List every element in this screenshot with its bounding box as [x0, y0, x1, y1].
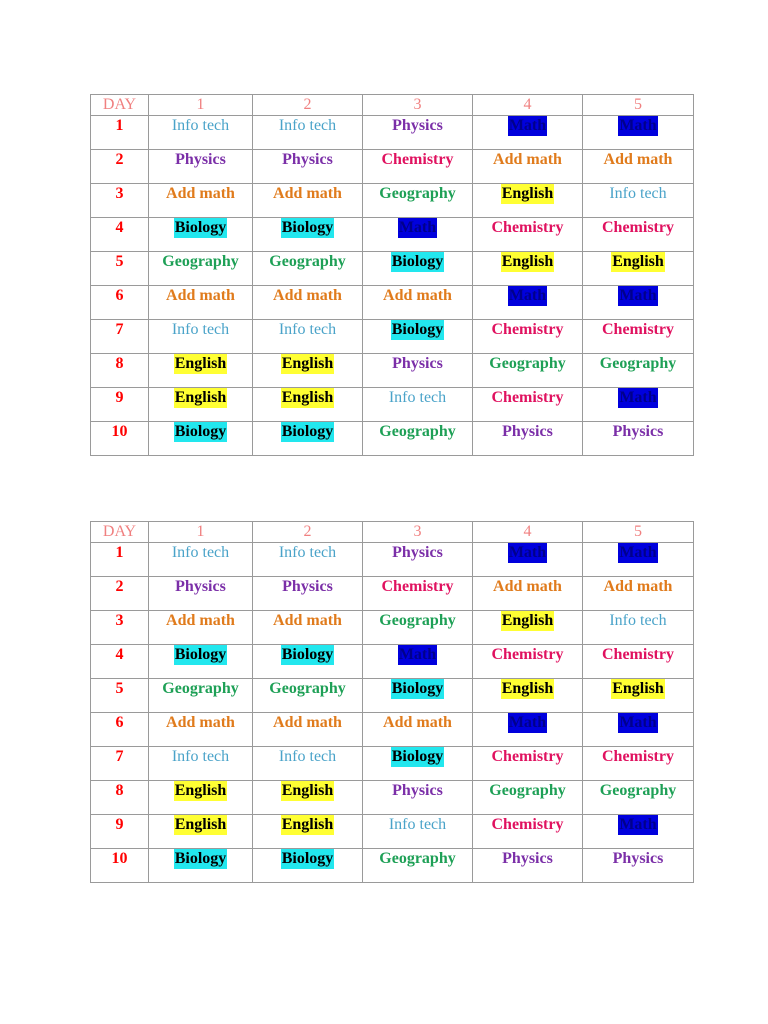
table-cell [253, 252, 363, 286]
subject-geography: Geography [162, 253, 239, 270]
subject-physics: Physics [175, 578, 226, 595]
row-number: 1 [91, 543, 149, 577]
subject-physics: Physics [502, 850, 553, 867]
table-cell [253, 286, 363, 320]
timetable-2 [90, 521, 694, 883]
table-cell [253, 577, 363, 611]
subject-chemistry: Chemistry [602, 646, 674, 663]
table-cell [253, 320, 363, 354]
table-cell [253, 815, 363, 849]
subject-english: English [612, 253, 664, 270]
header-col-1: 1 [149, 95, 253, 116]
table-cell [473, 218, 583, 252]
header-col-5: 5 [583, 522, 694, 543]
table-cell [473, 815, 583, 849]
table-cell [583, 611, 694, 645]
table-cell [253, 849, 363, 883]
subject-info-tech: Info tech [609, 612, 667, 629]
subject-info-tech: Info tech [278, 117, 337, 134]
row-number: 3 [91, 184, 149, 218]
table-cell [363, 815, 473, 849]
subject-math: Math [508, 117, 547, 134]
table-cell [149, 679, 253, 713]
table-cell [253, 422, 363, 456]
table-cell [253, 388, 363, 422]
table-row [91, 679, 694, 713]
table-cell [583, 679, 694, 713]
subject-biology: Biology [391, 253, 444, 270]
table-cell [583, 577, 694, 611]
table-cell [253, 184, 363, 218]
table-cell [583, 116, 694, 150]
subject-physics: Physics [392, 544, 443, 561]
table-cell [253, 354, 363, 388]
table-cell [149, 781, 253, 815]
subject-physics: Physics [392, 355, 443, 372]
header-row [91, 522, 694, 543]
table-cell [149, 815, 253, 849]
subject-math: Math [619, 816, 657, 833]
subject-chemistry: Chemistry [602, 219, 674, 236]
subject-info-tech: Info tech [278, 544, 337, 561]
table-cell [583, 781, 694, 815]
subject-chemistry: Chemistry [491, 816, 564, 833]
subject-info-tech: Info tech [278, 748, 337, 765]
table-row [91, 645, 694, 679]
subject-chemistry: Chemistry [602, 748, 674, 765]
row-number: 3 [91, 611, 149, 645]
table-cell [363, 713, 473, 747]
table-cell [363, 679, 473, 713]
table-cell [363, 849, 473, 883]
subject-physics: Physics [282, 578, 333, 595]
subject-geography: Geography [489, 782, 566, 799]
table-row [91, 577, 694, 611]
subject-physics: Physics [612, 850, 664, 867]
subject-geography: Geography [379, 423, 456, 440]
subject-math: Math [619, 287, 657, 304]
subject-add-math: Add math [603, 151, 673, 168]
header-col-3: 3 [363, 95, 473, 116]
table-row [91, 747, 694, 781]
table-cell [253, 781, 363, 815]
subject-english: English [174, 782, 227, 799]
row-number: 7 [91, 320, 149, 354]
subject-english: English [501, 612, 554, 629]
subject-english: English [174, 355, 227, 372]
table-cell [583, 815, 694, 849]
subject-info-tech: Info tech [278, 321, 337, 338]
table-cell [473, 422, 583, 456]
subject-math: Math [508, 287, 547, 304]
table-cell [583, 184, 694, 218]
subject-add-math: Add math [166, 287, 235, 304]
table-cell [473, 679, 583, 713]
header-col-4: 4 [473, 95, 583, 116]
header-row [91, 95, 694, 116]
subject-add-math: Add math [166, 714, 235, 731]
table-cell [363, 116, 473, 150]
table-cell [583, 849, 694, 883]
table-row [91, 252, 694, 286]
subject-add-math: Add math [166, 185, 235, 202]
subject-biology: Biology [281, 850, 334, 867]
subject-physics: Physics [175, 151, 226, 168]
table-cell [473, 543, 583, 577]
table-cell [583, 320, 694, 354]
subject-add-math: Add math [603, 578, 673, 595]
table-cell [149, 150, 253, 184]
table-row [91, 815, 694, 849]
subject-chemistry: Chemistry [491, 219, 564, 236]
subject-math: Math [508, 714, 547, 731]
table-cell [149, 611, 253, 645]
table-cell [149, 286, 253, 320]
table-cell [473, 354, 583, 388]
subject-info-tech: Info tech [171, 117, 230, 134]
table-cell [149, 747, 253, 781]
subject-biology: Biology [174, 219, 227, 236]
table-row [91, 543, 694, 577]
table-cell [473, 388, 583, 422]
subject-geography: Geography [269, 680, 346, 697]
subject-english: English [281, 389, 334, 406]
table-cell [363, 422, 473, 456]
row-number: 8 [91, 781, 149, 815]
row-number: 6 [91, 286, 149, 320]
subject-biology: Biology [174, 850, 227, 867]
subject-physics: Physics [282, 151, 333, 168]
subject-info-tech: Info tech [609, 185, 667, 202]
subject-add-math: Add math [383, 714, 452, 731]
subject-chemistry: Chemistry [491, 748, 564, 765]
table-row [91, 116, 694, 150]
subject-biology: Biology [391, 748, 444, 765]
table-cell [149, 354, 253, 388]
table-cell [363, 388, 473, 422]
subject-biology: Biology [281, 423, 334, 440]
table-cell [583, 388, 694, 422]
table-cell [583, 286, 694, 320]
table-cell [363, 611, 473, 645]
subject-add-math: Add math [166, 612, 235, 629]
table-cell [363, 150, 473, 184]
table-cell [583, 543, 694, 577]
table-row [91, 388, 694, 422]
subject-info-tech: Info tech [171, 544, 230, 561]
subject-add-math: Add math [493, 578, 562, 595]
table-cell [149, 116, 253, 150]
table-cell [363, 252, 473, 286]
table-cell [363, 218, 473, 252]
subject-geography: Geography [599, 782, 677, 799]
header-day: DAY [91, 95, 149, 116]
table-cell [473, 150, 583, 184]
table-cell [363, 184, 473, 218]
table-cell [253, 713, 363, 747]
table-row [91, 184, 694, 218]
table-cell [583, 218, 694, 252]
subject-geography: Geography [379, 850, 456, 867]
row-number: 9 [91, 815, 149, 849]
subject-add-math: Add math [273, 287, 342, 304]
subject-add-math: Add math [273, 714, 342, 731]
subject-add-math: Add math [383, 287, 452, 304]
table-cell [583, 645, 694, 679]
subject-geography: Geography [162, 680, 239, 697]
header-col-5: 5 [583, 95, 694, 116]
table-cell [363, 354, 473, 388]
row-number: 8 [91, 354, 149, 388]
table-cell [149, 388, 253, 422]
header-col-2: 2 [253, 522, 363, 543]
row-number: 2 [91, 150, 149, 184]
table-cell [363, 577, 473, 611]
subject-add-math: Add math [273, 185, 342, 202]
subject-english: English [281, 355, 334, 372]
subject-chemistry: Chemistry [381, 151, 454, 168]
table-cell [583, 747, 694, 781]
table-cell [363, 781, 473, 815]
table-body [91, 116, 694, 456]
table-cell [149, 252, 253, 286]
subject-english: English [281, 782, 334, 799]
table-cell [149, 422, 253, 456]
row-number: 5 [91, 679, 149, 713]
table-cell [473, 713, 583, 747]
subject-info-tech: Info tech [171, 321, 230, 338]
table-row [91, 286, 694, 320]
timetable-1 [90, 94, 694, 456]
table-row [91, 611, 694, 645]
table-row [91, 422, 694, 456]
row-number: 5 [91, 252, 149, 286]
table-row [91, 713, 694, 747]
table-cell [149, 218, 253, 252]
table-cell [149, 543, 253, 577]
row-number: 9 [91, 388, 149, 422]
subject-info-tech: Info tech [171, 748, 230, 765]
subject-chemistry: Chemistry [491, 646, 564, 663]
subject-math: Math [619, 389, 657, 406]
subject-chemistry: Chemistry [381, 578, 454, 595]
table-cell [149, 577, 253, 611]
table-row [91, 849, 694, 883]
table-cell [473, 781, 583, 815]
row-number: 2 [91, 577, 149, 611]
subject-math: Math [398, 219, 437, 236]
row-number: 10 [91, 849, 149, 883]
table-row [91, 218, 694, 252]
row-number: 1 [91, 116, 149, 150]
table-cell [149, 645, 253, 679]
subject-geography: Geography [379, 612, 456, 629]
header-col-4: 4 [473, 522, 583, 543]
table-cell [253, 543, 363, 577]
table-cell [583, 713, 694, 747]
table-row [91, 354, 694, 388]
table-cell [583, 354, 694, 388]
table-cell [149, 320, 253, 354]
subject-english: English [501, 680, 554, 697]
table-cell [473, 577, 583, 611]
table-cell [473, 252, 583, 286]
row-number: 10 [91, 422, 149, 456]
subject-physics: Physics [612, 423, 664, 440]
table-cell [149, 849, 253, 883]
table-cell [253, 645, 363, 679]
table-body [91, 543, 694, 883]
subject-biology: Biology [391, 321, 444, 338]
subject-math: Math [508, 544, 547, 561]
subject-geography: Geography [269, 253, 346, 270]
table-row [91, 781, 694, 815]
table-cell [583, 422, 694, 456]
table-cell [473, 286, 583, 320]
table-row [91, 320, 694, 354]
subject-math: Math [619, 117, 657, 134]
subject-physics: Physics [502, 423, 553, 440]
table-row [91, 150, 694, 184]
table-cell [363, 645, 473, 679]
subject-biology: Biology [174, 646, 227, 663]
subject-english: English [501, 253, 554, 270]
subject-biology: Biology [281, 646, 334, 663]
subject-english: English [281, 816, 334, 833]
subject-english: English [174, 389, 227, 406]
subject-chemistry: Chemistry [491, 321, 564, 338]
subject-add-math: Add math [493, 151, 562, 168]
row-number: 6 [91, 713, 149, 747]
subject-physics: Physics [392, 782, 443, 799]
table-cell [363, 747, 473, 781]
subject-add-math: Add math [273, 612, 342, 629]
subject-math: Math [398, 646, 437, 663]
header-col-3: 3 [363, 522, 473, 543]
table-cell [253, 150, 363, 184]
table-cell [363, 286, 473, 320]
table-cell [473, 645, 583, 679]
table-cell [253, 611, 363, 645]
table-cell [149, 713, 253, 747]
table-cell [473, 849, 583, 883]
subject-info-tech: Info tech [388, 816, 447, 833]
header-day: DAY [91, 522, 149, 543]
header-col-1: 1 [149, 522, 253, 543]
table-cell [473, 747, 583, 781]
table-cell [253, 679, 363, 713]
table-cell [583, 150, 694, 184]
subject-biology: Biology [391, 680, 444, 697]
subject-math: Math [619, 714, 657, 731]
row-number: 4 [91, 645, 149, 679]
table-cell [253, 116, 363, 150]
subject-geography: Geography [599, 355, 677, 372]
table-cell [253, 218, 363, 252]
subject-biology: Biology [174, 423, 227, 440]
table-cell [473, 611, 583, 645]
table-cell [363, 320, 473, 354]
subject-geography: Geography [489, 355, 566, 372]
row-number: 4 [91, 218, 149, 252]
subject-info-tech: Info tech [388, 389, 447, 406]
subject-biology: Biology [281, 219, 334, 236]
subject-english: English [612, 680, 664, 697]
header-col-2: 2 [253, 95, 363, 116]
subject-geography: Geography [379, 185, 456, 202]
table-cell [149, 184, 253, 218]
table-cell [253, 747, 363, 781]
table-cell [473, 184, 583, 218]
subject-english: English [174, 816, 227, 833]
table-cell [473, 320, 583, 354]
table-cell [473, 116, 583, 150]
subject-chemistry: Chemistry [491, 389, 564, 406]
subject-math: Math [619, 544, 657, 561]
table-cell [363, 543, 473, 577]
row-number: 7 [91, 747, 149, 781]
table-cell [583, 252, 694, 286]
subject-english: English [501, 185, 554, 202]
subject-physics: Physics [392, 117, 443, 134]
subject-chemistry: Chemistry [602, 321, 674, 338]
